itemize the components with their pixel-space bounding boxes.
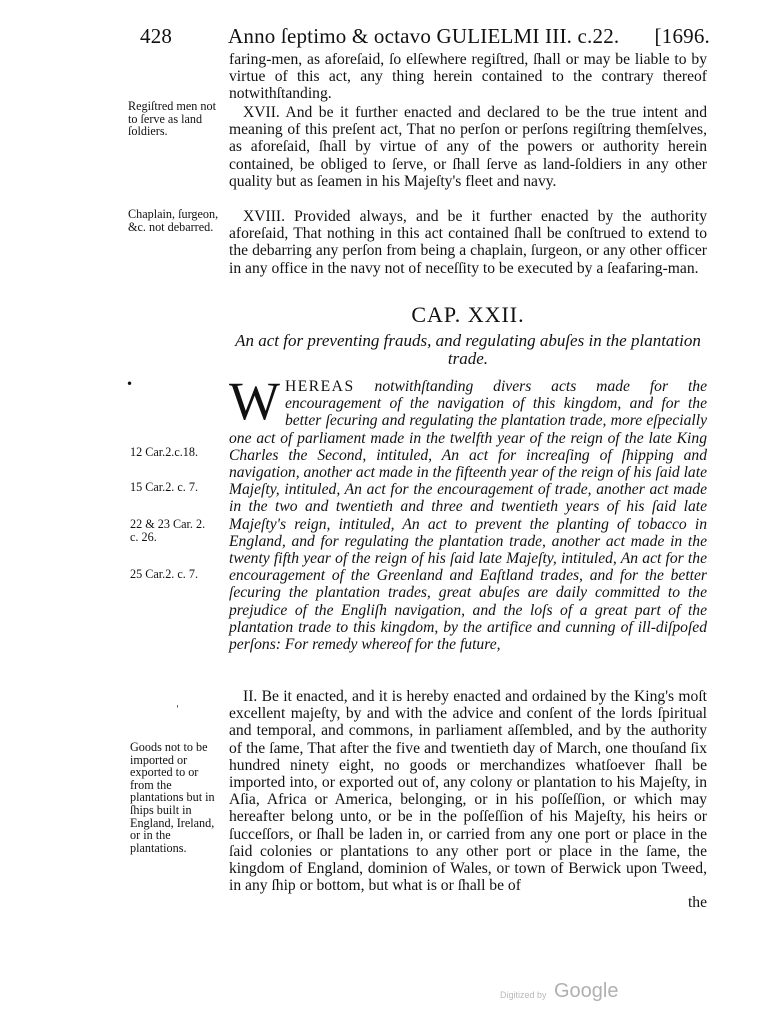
section-18-text: XVIII. Provided always, and be it further enacted by the authority aforeſaid, That nothing in this act contained ſhall be conſtrued to extend to the debarring any perſon from being a chaplain, ſurgeon, or any other officer in any office in the navy not of neceſſity to be executed by a ſeafaring-man.	[229, 208, 707, 277]
section-17	[229, 104, 707, 190]
digitized-by-text: Digitized by	[500, 990, 547, 1000]
section-17-text: XVII. And be it further enacted and declared to be the true intent and meaning of this preſent act, That no perſon or perſons regiſtring themſelves, as aforeſaid, ſhall by virtue of any of the powers or authority herein contained, be obliged to ſerve, or ſhall ſerve as land-ſoldiers in any other quality but as ſeamen in his Majeſty's fleet and navy.	[229, 104, 707, 190]
intro-text: faring-men, as aforeſaid, ſo elſewhere regiſtred, ſhall or may be liable to by virtue of this act, any thing herein contained to the contrary thereof notwithſtanding.	[229, 51, 707, 103]
margin-note-goods: Goods not to be imported or exported to or from the plantations but in ſhips built in England, Ireland, or in the plantations.	[130, 740, 215, 855]
catchword: the	[687, 894, 707, 912]
section-18	[229, 208, 707, 277]
margin-ref-22-car: 22 & 23 Car. 2. c. 26.	[130, 517, 206, 544]
margin-ref-25-car: 25 Car.2. c. 7.	[130, 567, 199, 581]
google-logo: Google	[554, 980, 619, 1002]
whereas-first-word: HEREAS	[284, 378, 355, 395]
running-header	[140, 24, 710, 50]
margin-note-registred-men: Regiſtred men not to ſerve as land ſoldiers.	[128, 99, 217, 139]
whereas-text: notwithſtanding divers acts made for the encouragement of the navigation of this kingdom, and for the better ſecuring and regulating the plantation trade, more eſpecially one act of parliament made in the twelfth year of the reign of the late King Charles the Second, intituled, An act for increaſing of ſhipping and navigation, another act made in the fifteenth year of the reign of his ſaid late Majeſty, intituled, An act for the encouragement of trade, another act made in the two and twentieth and three and twentieth years of his ſaid late Majeſty's reign, intituled, An act to prevent the planting of tobacco in England, and for regulating the plantation trade, another act made in the twenty fifth year of the reign of his ſaid late Majeſty, intituled, An act for the encouragement of the Greenland and Eaſtland trades, and for the better ſecuring the plantation trades, great abuſes are daily committed to the prejudice of the Engliſh navigation, and the loſs of a great part of the plantation trade to this kingdom, by the artifice and cunning of ill-diſpoſed perſons: For remedy whereof for the future,	[229, 378, 707, 654]
header-year: [1696.	[654, 24, 710, 48]
section-2	[229, 688, 707, 912]
stray-mark: •	[126, 377, 134, 391]
running-title: Anno ſeptimo & octavo GULIELMI III. c.22.	[228, 24, 620, 48]
section-2-text: II. Be it enacted, and it is hereby enacted and ordained by the King's moſt excellent majeſty, by and with the advice and conſent of the lords ſpiritual and temporal, and commons, in parliament aſſembled, and by the authority of the ſame, That after the five and twentieth day of March, one thouſand ſix hundred ninety eight, no goods or merchandizes whatſoever ſhall be imported into, or exported out of, any colony or plantation to his Majeſty, in Aſia, Africa or America, belonging, or in his poſſeſſion, or which may hereafter belong unto, or be in the poſſeſſion of his Majeſty, his heirs or ſucceſſors, or ſhall be laden in, or carried from any one port or place in the ſaid colonies or plantations to any other port or place in the ſame, the kingdom of England, dominion of Wales, or town of Berwick upon Tweed, in any ſhip or bottom, but what is or ſhall be of	[229, 688, 707, 895]
margin-ref-15-car: 15 Car.2. c. 7.	[130, 480, 199, 494]
digitized-watermark	[500, 982, 640, 1008]
page-number: 428	[140, 24, 173, 48]
margin-ref-12-car: 12 Car.2.c.18.	[130, 445, 199, 459]
cap-heading: CAP. XXII.	[411, 302, 525, 327]
margin-note-chaplain: Chaplain, ſurgeon, &c. not debarred.	[128, 207, 219, 234]
intro-paragraph	[229, 51, 707, 103]
drop-cap: W	[229, 371, 280, 431]
whereas-preamble	[229, 371, 707, 654]
stray-tick: ˈ	[176, 705, 179, 716]
act-title: An act for preventing frauds, and regulating abuſes in the plantation trade.	[235, 331, 701, 368]
